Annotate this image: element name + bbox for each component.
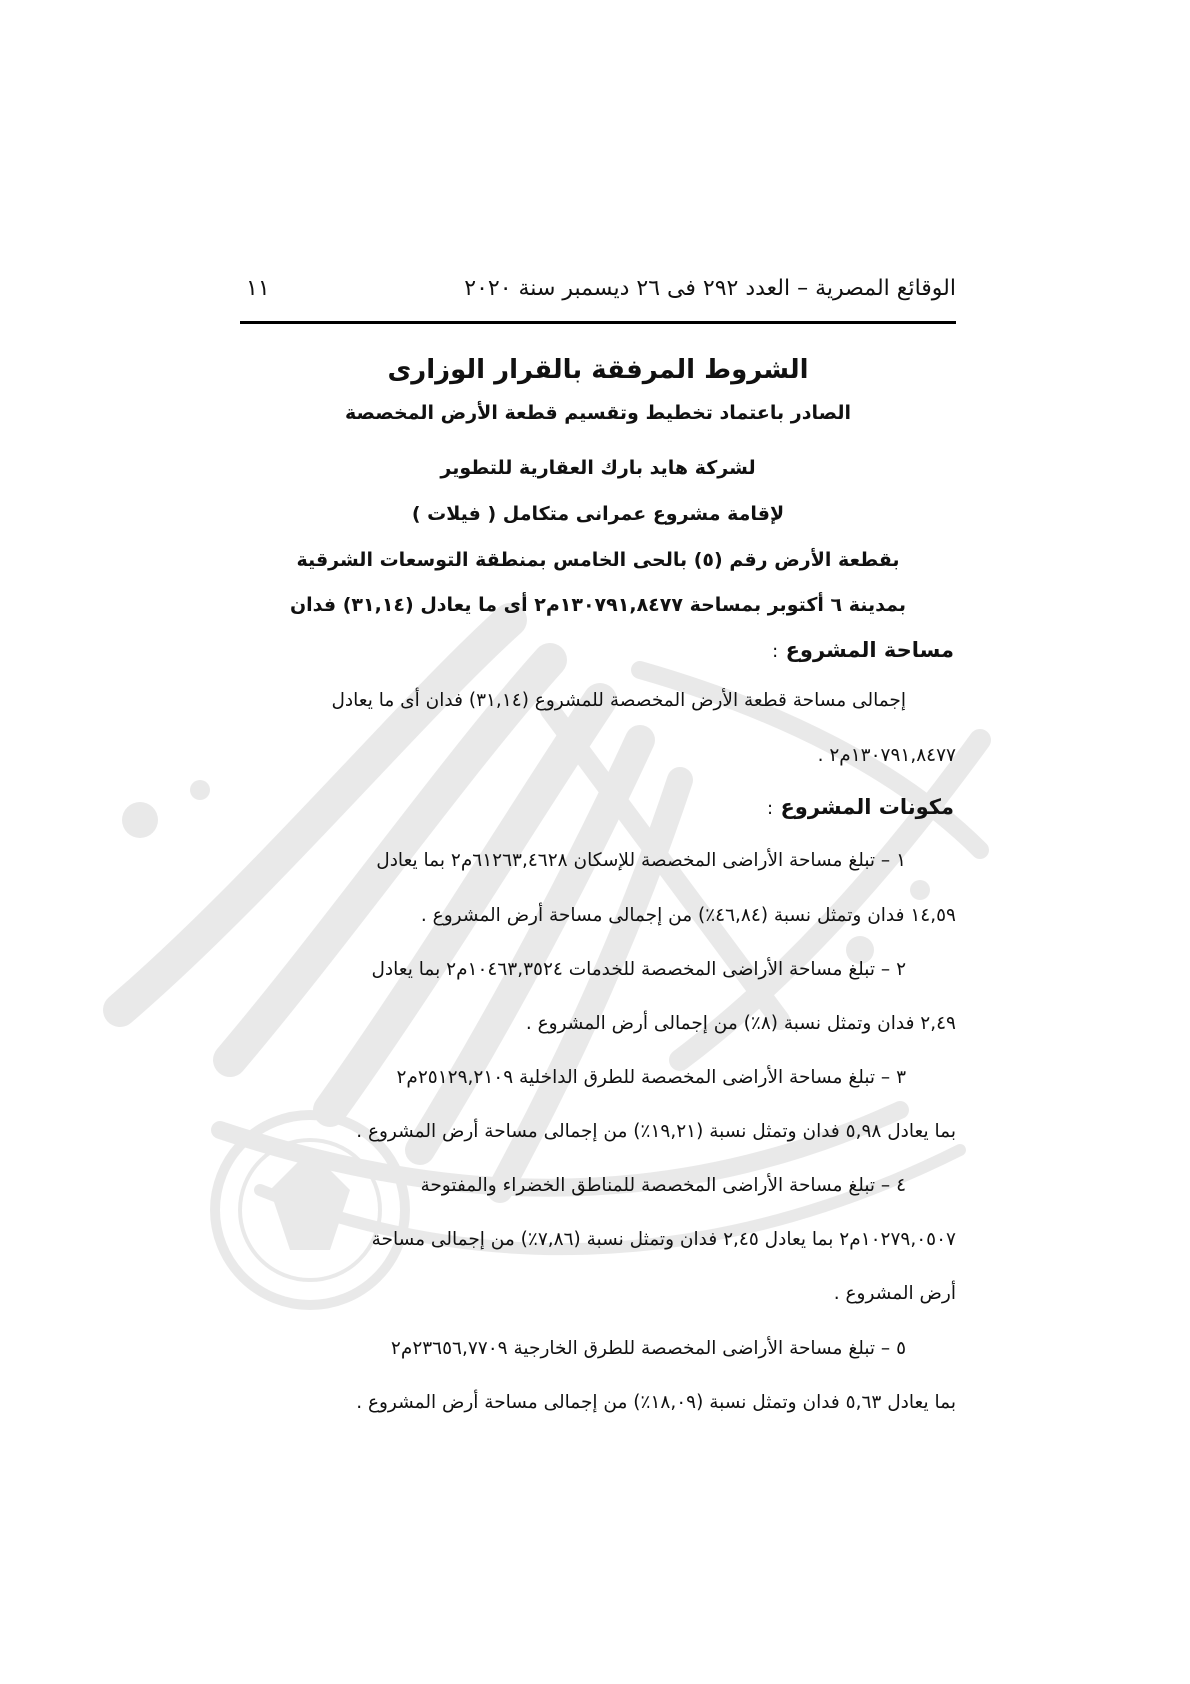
subtitle-line-5: بمدينة ٦ أكتوبر بمساحة ١٣٠٧٩١,٨٤٧٧م٢ أى ما يعادل (٣١,١٤) فدان: [289, 594, 907, 616]
component-1-line-2: ١٤,٥٩ فدان وتمثل نسبة (٤٦,٨٤٪) من إجمالى مساحة أرض المشروع .: [420, 905, 956, 926]
project-area-line-1: إجمالى مساحة قطعة الأرض المخصصة للمشروع (٣١,١٤) فدان أى ما يعادل: [331, 690, 906, 711]
component-3-line-2: بما يعادل ٥,٩٨ فدان وتمثل نسبة (١٩,٢١٪) من إجمالى مساحة أرض المشروع .: [356, 1121, 956, 1142]
component-3-line-1: ٣ – تبلغ مساحة الأراضى المخصصة للطرق الداخلية ٢٥١٢٩,٢١٠٩م٢: [396, 1067, 906, 1088]
component-2-line-1: ٢ – تبلغ مساحة الأراضى المخصصة للخدمات ١٠٤٦٣,٣٥٢٤م٢ بما يعادل: [371, 959, 906, 980]
component-2-line-2: ٢,٤٩ فدان وتمثل نسبة (٨٪) من إجمالى أرض المشروع .: [525, 1013, 956, 1034]
subtitle-line-3: لإقامة مشروع عمرانى متكامل ( فيلات ): [411, 503, 785, 525]
component-5-line-2: بما يعادل ٥,٦٣ فدان وتمثل نسبة (١٨,٠٩٪) من إجمالى مساحة أرض المشروع .: [356, 1392, 956, 1413]
project-components-heading-colon: :: [767, 798, 774, 819]
header-title: الوقائع المصرية – العدد ٢٩٢ فى ٢٦ ديسمبر سنة ٢٠٢٠: [464, 276, 956, 301]
project-area-heading: [772, 638, 954, 662]
header-rule: [240, 321, 956, 324]
subtitle-line-2: لشركة هايد بارك العقارية للتطوير: [440, 457, 756, 479]
project-area-heading-colon: :: [772, 641, 779, 662]
component-1-line-1: ١ – تبلغ مساحة الأراضى المخصصة للإسكان ٦١٢٦٣,٤٦٢٨م٢ بما يعادل: [376, 850, 906, 871]
project-components-heading-text: مكونات المشروع: [780, 795, 954, 819]
subtitle-line-4: بقطعة الأرض رقم (٥) بالحى الخامس بمنطقة التوسعات الشرقية: [296, 549, 900, 571]
project-area-heading-text: مساحة المشروع: [785, 638, 954, 662]
running-header: [240, 272, 956, 312]
component-5-line-1: ٥ – تبلغ مساحة الأراضى المخصصة للطرق الخارجية ٢٣٦٥٦,٧٧٠٩م٢: [390, 1338, 906, 1359]
document-title: الشروط المرفقة بالقرار الوزارى: [387, 355, 809, 385]
project-area-line-2: ١٣٠٧٩١,٨٤٧٧م٢ .: [817, 745, 956, 766]
project-components-heading: [767, 795, 954, 819]
page-number: ١١: [246, 276, 270, 301]
component-4-line-2: ١٠٢٧٩,٠٥٠٧م٢ بما يعادل ٢,٤٥ فدان وتمثل نسبة (٧,٨٦٪) من إجمالى مساحة: [371, 1229, 956, 1250]
component-4-line-3: أرض المشروع .: [833, 1283, 956, 1304]
component-4-line-1: ٤ – تبلغ مساحة الأراضى المخصصة للمناطق الخضراء والمفتوحة: [420, 1175, 906, 1196]
subtitle-line-1: الصادر باعتماد تخطيط وتقسيم قطعة الأرض المخصصة: [345, 402, 851, 424]
